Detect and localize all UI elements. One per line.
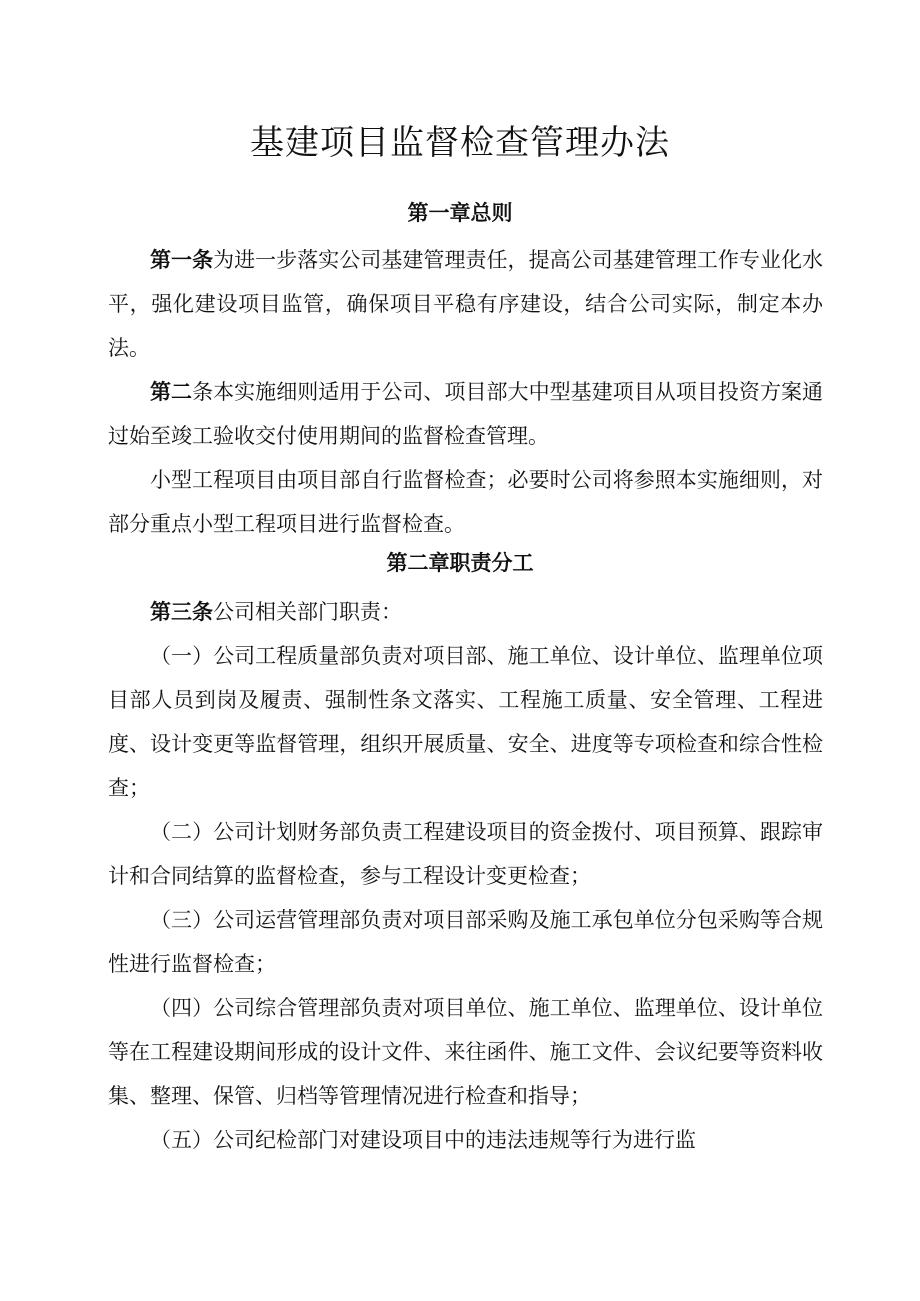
paragraph-text: （一）公司工程质量部负责对项目部、施工单位、设计单位、监理单位项目部人员到岗及履责、强制性条文落实、工程施工质量、安全管理、工程进度、设计变更等监督管理，组织开展质量、安全、进度等专项检查和综合性检查； — [108, 644, 823, 800]
article-1-paragraph — [108, 238, 823, 370]
item-1-paragraph — [108, 634, 823, 810]
paragraph-text: 小型工程项目由项目部自行监督检查；必要时公司将参照本实施细则，对部分重点小型工程项目进行监督检查。 — [108, 468, 823, 536]
article-label: 第三条 — [150, 600, 213, 624]
paragraph-text: （二）公司计划财务部负责工程建设项目的资金拨付、项目预算、跟踪审计和合同结算的监督检查，参与工程设计变更检查； — [108, 820, 823, 888]
document-title: 基建项目监督检查管理办法 — [250, 123, 670, 163]
item-4-paragraph — [108, 986, 823, 1118]
article-label: 第二 — [150, 380, 193, 404]
paragraph-text: （三）公司运营管理部负责对项目部采购及施工承包单位分包采购等合规性进行监督检查； — [108, 908, 823, 976]
article-2-paragraph — [108, 370, 823, 458]
small-projects-paragraph — [108, 458, 823, 546]
paragraph-text: （五）公司纪检部门对建设项目中的违法违规等行为进行监 — [150, 1128, 696, 1152]
article-3-paragraph — [108, 590, 823, 634]
paragraph-text: 公司相关部门职责： — [213, 600, 402, 624]
article-label: 第一条 — [150, 248, 214, 272]
chapter-heading-responsibilities: 第二章职责分工 — [386, 551, 534, 575]
item-5-paragraph — [108, 1118, 823, 1162]
paragraph-text: 条本实施细则适用于公司、项目部大中型基建项目从项目投资方案通过始至竣工验收交付使用期间的监督检查管理。 — [108, 380, 824, 448]
paragraph-text: （四）公司综合管理部负责对项目单位、施工单位、监理单位、设计单位等在工程建设期间形成的设计文件、来往函件、施工文件、会议纪要等资料收集、整理、保管、归档等管理情况进行检查和指导； — [108, 996, 823, 1108]
item-2-paragraph — [108, 810, 823, 898]
item-3-paragraph — [108, 898, 823, 986]
chapter-heading-general: 第一章总则 — [407, 201, 513, 225]
paragraph-text: 为进一步落实公司基建管理责任，提高公司基建管理工作专业化水平，强化建设项目监管，确保项目平稳有序建设，结合公司实际，制定本办法。 — [108, 248, 824, 360]
